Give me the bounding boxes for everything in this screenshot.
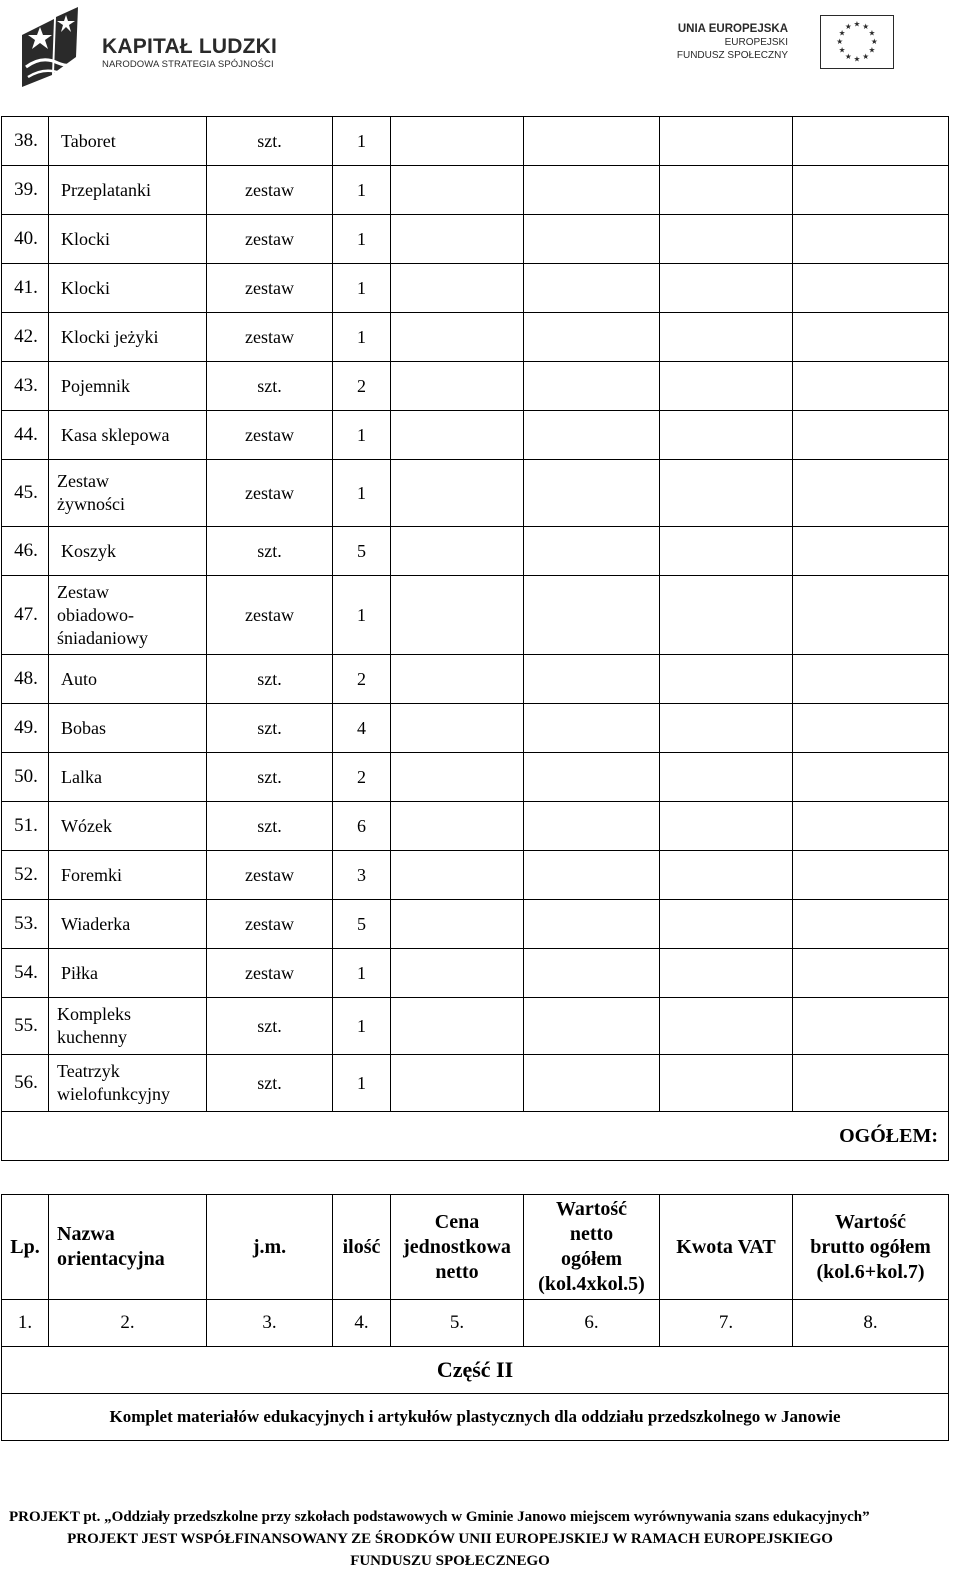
item-qty: 1 <box>333 215 391 264</box>
item-vat-cell <box>660 704 793 753</box>
part2-column-header-line: Wartość <box>555 1198 628 1220</box>
item-row <box>2 527 949 576</box>
item-net-value-cell <box>524 576 660 655</box>
item-net-value-cell <box>524 704 660 753</box>
item-vat-cell <box>660 655 793 704</box>
item-unit: zestaw <box>207 264 333 313</box>
item-vat-cell <box>660 900 793 949</box>
item-unit-price-cell <box>391 215 524 264</box>
part2-column-number: 3. <box>207 1300 333 1347</box>
item-row <box>2 215 949 264</box>
svg-text:★: ★ <box>844 22 852 31</box>
item-name: Bobas <box>49 704 207 753</box>
item-vat-cell <box>660 527 793 576</box>
item-unit: zestaw <box>207 215 333 264</box>
part2-column-header-line: brutto ogółem <box>810 1235 931 1258</box>
item-unit-price-cell <box>391 802 524 851</box>
part2-column-header-line: Cena <box>434 1210 480 1233</box>
item-net-value-cell <box>524 1055 660 1112</box>
item-name-line: żywności <box>57 494 125 514</box>
part2-column-header <box>207 1195 333 1300</box>
item-unit: zestaw <box>207 900 333 949</box>
part2-column-numbers-row <box>2 1300 949 1347</box>
item-lp: 38. <box>2 117 49 166</box>
item-gross-value-cell <box>793 460 949 527</box>
item-lp: 42. <box>2 313 49 362</box>
item-name: Klocki jeżyki <box>49 313 207 362</box>
item-vat-cell <box>660 576 793 655</box>
item-unit: zestaw <box>207 460 333 527</box>
item-unit-price-cell <box>391 362 524 411</box>
item-qty: 2 <box>333 655 391 704</box>
item-name-line: Zestaw <box>57 581 109 602</box>
item-gross-value-cell <box>793 704 949 753</box>
item-net-value-cell <box>524 166 660 215</box>
item-gross-value-cell <box>793 166 949 215</box>
item-unit-price-cell <box>391 166 524 215</box>
part2-column-number: 1. <box>2 1300 49 1347</box>
item-gross-value-cell <box>793 655 949 704</box>
item-vat-cell <box>660 166 793 215</box>
item-name-line: Zestaw <box>57 471 109 491</box>
item-row <box>2 166 949 215</box>
item-gross-value-cell <box>793 264 949 313</box>
item-vat-cell <box>660 215 793 264</box>
item-unit-price-cell <box>391 949 524 998</box>
item-qty: 3 <box>333 851 391 900</box>
item-qty: 1 <box>333 460 391 527</box>
item-unit: szt. <box>207 753 333 802</box>
item-name <box>49 576 207 655</box>
item-net-value-cell <box>524 900 660 949</box>
part2-column-header-line: ilość <box>342 1235 381 1258</box>
item-row <box>2 851 949 900</box>
item-lp: 53. <box>2 900 49 949</box>
item-name: Przeplatanki <box>49 166 207 215</box>
item-unit-price-cell <box>391 704 524 753</box>
item-unit-price-cell <box>391 753 524 802</box>
item-gross-value-cell <box>793 313 949 362</box>
eu-logo <box>672 14 894 72</box>
svg-text:★: ★ <box>853 54 861 64</box>
item-qty: 1 <box>333 166 391 215</box>
item-qty: 1 <box>333 998 391 1055</box>
part2-column-header <box>333 1195 391 1300</box>
item-qty: 1 <box>333 264 391 313</box>
item-gross-value-cell <box>793 802 949 851</box>
item-vat-cell <box>660 851 793 900</box>
item-row <box>2 576 949 655</box>
eu-logo-line2: EUROPEJSKI <box>724 37 788 48</box>
part2-title: Część II <box>2 1347 949 1394</box>
item-name <box>49 460 207 527</box>
part2-column-header-line: Nazwa <box>57 1223 115 1245</box>
item-qty: 1 <box>333 313 391 362</box>
part2-column-header-line: Wartość <box>834 1210 907 1233</box>
item-qty: 2 <box>333 753 391 802</box>
item-net-value-cell <box>524 460 660 527</box>
item-qty: 1 <box>333 411 391 460</box>
part2-column-header <box>391 1195 524 1300</box>
part2-column-header-line: j.m. <box>252 1235 287 1258</box>
eu-flag-icon <box>820 15 894 69</box>
item-gross-value-cell <box>793 949 949 998</box>
svg-text:★: ★ <box>870 36 878 46</box>
item-name: Taboret <box>49 117 207 166</box>
item-unit: szt. <box>207 802 333 851</box>
item-row <box>2 313 949 362</box>
item-unit-price-cell <box>391 851 524 900</box>
part2-column-header <box>2 1195 49 1300</box>
footer-fund-line: FUNDUSZU SPOŁECZNEGO <box>350 1553 550 1569</box>
item-row <box>2 117 949 166</box>
part2-column-number: 4. <box>333 1300 391 1347</box>
item-name: Auto <box>49 655 207 704</box>
eu-logo-line3: FUNDUSZ SPOŁECZNY <box>676 50 788 61</box>
item-lp: 55. <box>2 998 49 1055</box>
item-lp: 52. <box>2 851 49 900</box>
item-unit-price-cell <box>391 998 524 1055</box>
item-row <box>2 802 949 851</box>
part2-column-header <box>660 1195 793 1300</box>
part2-column-header-line: (kol.6+kol.7) <box>816 1260 925 1283</box>
part2-column-number: 5. <box>391 1300 524 1347</box>
kapital-ludzki-subtitle: NARODOWA STRATEGIA SPÓJNOŚCI <box>102 59 274 70</box>
item-qty: 1 <box>333 576 391 655</box>
item-unit: zestaw <box>207 851 333 900</box>
svg-text:★: ★ <box>868 45 876 55</box>
item-lp: 41. <box>2 264 49 313</box>
part2-column-header-line: jednostkowa <box>403 1235 511 1258</box>
part2-column-number: 2. <box>49 1300 207 1347</box>
item-net-value-cell <box>524 802 660 851</box>
item-name: Kasa sklepowa <box>49 411 207 460</box>
item-net-value-cell <box>524 949 660 998</box>
item-gross-value-cell <box>793 851 949 900</box>
item-lp: 50. <box>2 753 49 802</box>
item-unit-price-cell <box>391 1055 524 1112</box>
item-name: Piłka <box>49 949 207 998</box>
item-unit: zestaw <box>207 949 333 998</box>
item-gross-value-cell <box>793 527 949 576</box>
item-lp: 43. <box>2 362 49 411</box>
items-table <box>1 116 949 1161</box>
kapital-ludzki-title: KAPITAŁ LUDZKI <box>102 35 278 58</box>
item-vat-cell <box>660 1055 793 1112</box>
item-name: Pojemnik <box>49 362 207 411</box>
item-vat-cell <box>660 998 793 1055</box>
item-unit: szt. <box>207 527 333 576</box>
part2-description: Komplet materiałów edukacyjnych i artykułów plastycznych dla oddziału przedszkolnego w Janowie <box>2 1394 949 1441</box>
item-qty: 2 <box>333 362 391 411</box>
part2-description-row <box>2 1394 949 1441</box>
item-row <box>2 655 949 704</box>
svg-text:★: ★ <box>853 19 861 29</box>
item-gross-value-cell <box>793 411 949 460</box>
item-vat-cell <box>660 460 793 527</box>
item-net-value-cell <box>524 998 660 1055</box>
item-unit-price-cell <box>391 264 524 313</box>
item-gross-value-cell <box>793 1055 949 1112</box>
item-gross-value-cell <box>793 576 949 655</box>
eu-logo-text <box>677 23 788 62</box>
svg-text:★: ★ <box>862 51 870 61</box>
item-name: Foremki <box>49 851 207 900</box>
item-unit: zestaw <box>207 166 333 215</box>
item-name-line: Kompleks <box>57 1004 131 1024</box>
item-lp: 45. <box>2 460 49 527</box>
item-net-value-cell <box>524 655 660 704</box>
item-unit-price-cell <box>391 527 524 576</box>
item-net-value-cell <box>524 527 660 576</box>
item-name: Koszyk <box>49 527 207 576</box>
item-row <box>2 264 949 313</box>
item-name: Wiaderka <box>49 900 207 949</box>
items-table-body <box>2 117 949 1112</box>
item-net-value-cell <box>524 362 660 411</box>
item-net-value-cell <box>524 753 660 802</box>
item-net-value-cell <box>524 313 660 362</box>
item-lp: 46. <box>2 527 49 576</box>
item-unit: zestaw <box>207 411 333 460</box>
svg-text:★: ★ <box>836 36 844 46</box>
item-unit-price-cell <box>391 117 524 166</box>
svg-text:★: ★ <box>844 51 852 61</box>
item-unit-price-cell <box>391 655 524 704</box>
total-spacer-cell <box>2 1112 660 1161</box>
item-unit-price-cell <box>391 900 524 949</box>
item-row <box>2 1055 949 1112</box>
part2-column-header-line: Lp. <box>10 1235 40 1258</box>
part2-column-header-line: netto <box>569 1223 614 1245</box>
item-vat-cell <box>660 802 793 851</box>
eu-logo-line1: UNIA EUROPEJSKA <box>677 23 788 35</box>
item-gross-value-cell <box>793 117 949 166</box>
item-vat-cell <box>660 753 793 802</box>
part2-column-header <box>49 1195 207 1300</box>
item-row <box>2 460 949 527</box>
item-gross-value-cell <box>793 362 949 411</box>
part2-column-number: 8. <box>793 1300 949 1347</box>
item-lp: 44. <box>2 411 49 460</box>
part2-table <box>1 1194 949 1441</box>
item-lp: 49. <box>2 704 49 753</box>
item-name <box>49 998 207 1055</box>
part2-column-header-line: orientacyjna <box>57 1248 165 1270</box>
page-header <box>0 0 960 100</box>
item-name-line: wielofunkcyjny <box>57 1084 170 1104</box>
item-unit: szt. <box>207 117 333 166</box>
item-gross-value-cell <box>793 215 949 264</box>
item-row <box>2 949 949 998</box>
item-vat-cell <box>660 949 793 998</box>
item-qty: 4 <box>333 704 391 753</box>
item-unit-price-cell <box>391 460 524 527</box>
item-net-value-cell <box>524 264 660 313</box>
item-name: Klocki <box>49 264 207 313</box>
part2-column-header <box>793 1195 949 1300</box>
part2-column-header-line: netto <box>435 1260 479 1283</box>
total-row <box>2 1112 949 1161</box>
item-name: Wózek <box>49 802 207 851</box>
item-unit-price-cell <box>391 313 524 362</box>
item-unit-price-cell <box>391 411 524 460</box>
item-qty: 6 <box>333 802 391 851</box>
item-row <box>2 900 949 949</box>
svg-text:★: ★ <box>868 28 876 38</box>
item-qty: 5 <box>333 527 391 576</box>
item-vat-cell <box>660 362 793 411</box>
item-lp: 40. <box>2 215 49 264</box>
part2-column-header-line: ogółem <box>560 1248 623 1270</box>
item-lp: 47. <box>2 576 49 655</box>
item-gross-value-cell <box>793 900 949 949</box>
footer-cofinancing-line: PROJEKT JEST WSPÓŁFINANSOWANY ZE ŚRODKÓW UNII EUROPEJSKIEJ W RAMACH EUROPEJSKIEGO <box>67 1531 833 1547</box>
item-row <box>2 753 949 802</box>
item-name-line: kuchenny <box>57 1027 127 1047</box>
item-unit: szt. <box>207 1055 333 1112</box>
item-net-value-cell <box>524 851 660 900</box>
part2-column-header <box>524 1195 660 1300</box>
item-name: Lalka <box>49 753 207 802</box>
item-unit: zestaw <box>207 313 333 362</box>
item-net-value-cell <box>524 117 660 166</box>
item-row <box>2 411 949 460</box>
item-lp: 54. <box>2 949 49 998</box>
item-name-line: Teatrzyk <box>57 1061 120 1081</box>
item-gross-value-cell <box>793 753 949 802</box>
item-lp: 56. <box>2 1055 49 1112</box>
item-qty: 5 <box>333 900 391 949</box>
item-qty: 1 <box>333 1055 391 1112</box>
svg-text:★: ★ <box>838 45 846 55</box>
part2-column-header-line: Kwota VAT <box>676 1235 776 1258</box>
item-unit: szt. <box>207 655 333 704</box>
part2-column-header-line: (kol.4xkol.5) <box>538 1273 645 1295</box>
part2-title-row <box>2 1347 949 1394</box>
item-net-value-cell <box>524 411 660 460</box>
part2-header-row <box>2 1195 949 1300</box>
item-lp: 51. <box>2 802 49 851</box>
item-row <box>2 362 949 411</box>
item-vat-cell <box>660 313 793 362</box>
svg-text:★: ★ <box>862 22 870 31</box>
item-unit: szt. <box>207 998 333 1055</box>
item-vat-cell <box>660 264 793 313</box>
item-vat-cell <box>660 411 793 460</box>
item-unit-price-cell <box>391 576 524 655</box>
item-net-value-cell <box>524 215 660 264</box>
svg-text:★: ★ <box>838 28 846 38</box>
part2-column-number: 7. <box>660 1300 793 1347</box>
page-footer <box>0 1506 960 1572</box>
item-row <box>2 998 949 1055</box>
item-gross-value-cell <box>793 998 949 1055</box>
item-qty: 1 <box>333 117 391 166</box>
item-qty: 1 <box>333 949 391 998</box>
item-lp: 39. <box>2 166 49 215</box>
item-unit: zestaw <box>207 576 333 655</box>
item-vat-cell <box>660 117 793 166</box>
item-name: Klocki <box>49 215 207 264</box>
item-unit: szt. <box>207 704 333 753</box>
footer-project-title: PROJEKT pt. „Oddziały przedszkolne przy szkołach podstawowych w Gminie Janowo miejscem wyrównywania szans edukacyjnych” <box>9 1509 870 1525</box>
part2-column-number: 6. <box>524 1300 660 1347</box>
item-unit: szt. <box>207 362 333 411</box>
kapital-ludzki-mark-icon <box>22 5 94 87</box>
item-lp: 48. <box>2 655 49 704</box>
item-name <box>49 1055 207 1112</box>
kapital-ludzki-logo <box>22 5 322 87</box>
total-label: OGÓŁEM: <box>660 1112 949 1161</box>
item-name-line: śniadaniowy <box>57 627 148 648</box>
item-row <box>2 704 949 753</box>
item-name-line: obiadowo- <box>57 604 134 625</box>
